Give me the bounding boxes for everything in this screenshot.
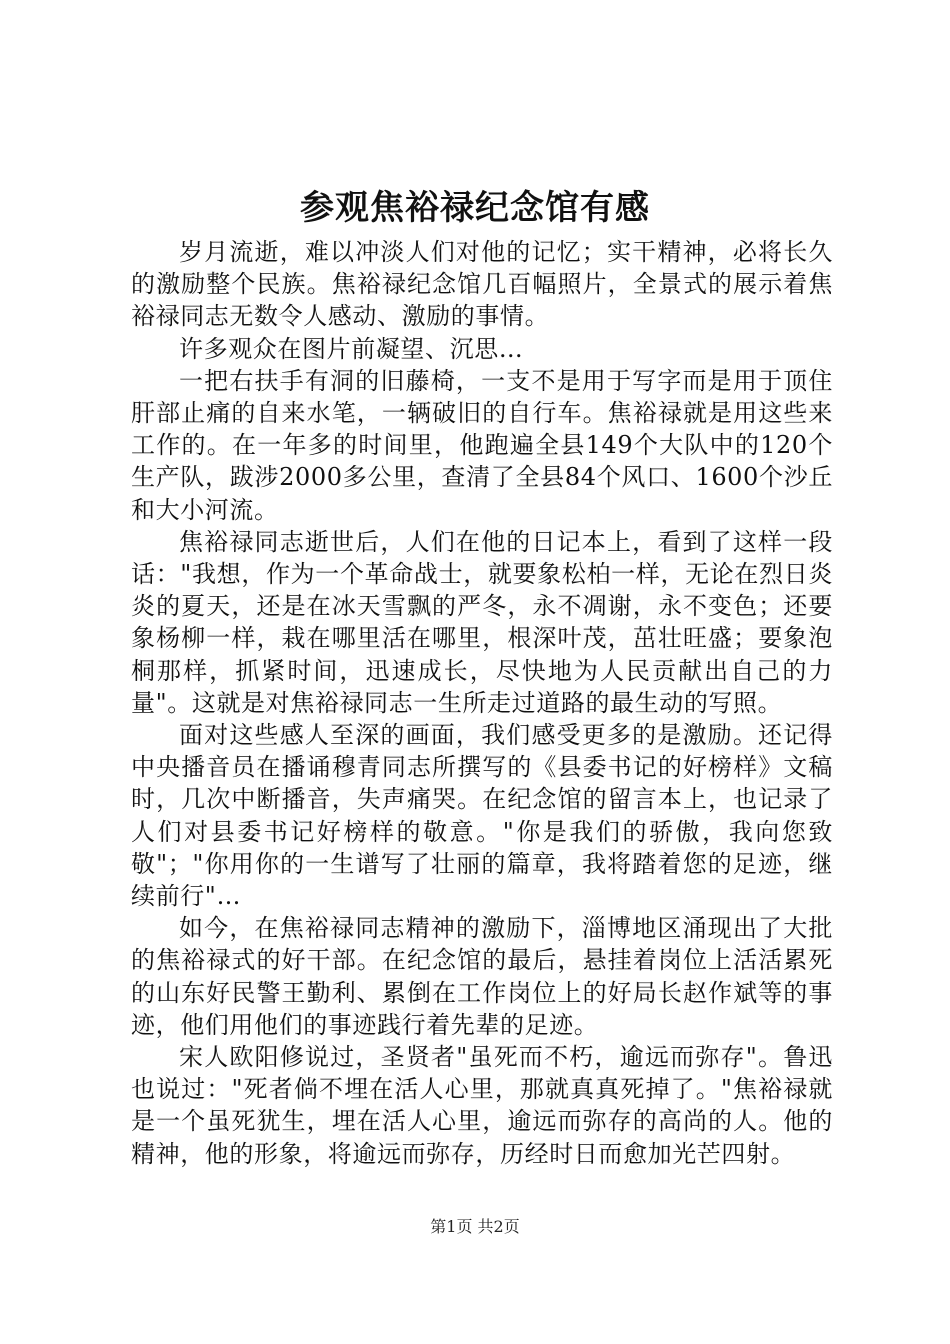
paragraph: 如今，在焦裕禄同志精神的激励下，淄博地区涌现出了大批的焦裕禄式的好干部。在纪念馆的最后，悬挂着岗位上活活累死的山东好民警王勤利、累倒在工作岗位上的好局长赵作斌等的事迹，他们用他们的事迹践行着先辈的足迹。 bbox=[131, 914, 833, 1039]
paragraph: 宋人欧阳修说过，圣贤者"虽死而不朽，逾远而弥存"。鲁迅也说过："死者倘不埋在活人心里，那就真真死掉了。"焦裕禄就是一个虽死犹生，埋在活人心里，逾远而弥存的高尚的人。他的精神，他的形象，将逾远而弥存，历经时日而愈加光芒四射。 bbox=[131, 1043, 833, 1168]
paragraph: 许多观众在图片前凝望、沉思… bbox=[179, 334, 524, 363]
paragraph: 岁月流逝，难以冲淡人们对他的记忆；实干精神，必将长久的激励整个民族。焦裕禄纪念馆几百幅照片，全景式的展示着焦裕禄同志无数令人感动、激励的事情。 bbox=[131, 238, 833, 331]
paragraph: 一把右扶手有洞的旧藤椅，一支不是用于写字而是用于顶住肝部止痛的自来水笔，一辆破旧的自行车。焦裕禄就是用这些来工作的。在一年多的时间里，他跑遍全县149个大队中的120个生产队，跋涉2000多公里，查清了全县84个风口、1600个沙丘和大小河流。 bbox=[131, 366, 833, 524]
document-body bbox=[131, 236, 833, 1170]
page-footer: 第1页 共2页 bbox=[430, 1217, 520, 1236]
document-title: 参观焦裕禄纪念馆有感 bbox=[300, 188, 650, 228]
paragraph: 面对这些感人至深的画面，我们感受更多的是激励。还记得中央播音员在播诵穆青同志所撰写的《县委书记的好榜样》文稿时，几次中断播音，失声痛哭。在纪念馆的留言本上，也记录了人们对县委书记好榜样的敬意。"你是我们的骄傲，我向您致敬"；"你用你的一生谱写了壮丽的篇章，我将踏着您的足迹，继续前行"… bbox=[131, 721, 833, 911]
paragraph: 焦裕禄同志逝世后，人们在他的日记本上，看到了这样一段话："我想，作为一个革命战士，就要象松柏一样，无论在烈日炎炎的夏天，还是在冰天雪飘的严冬，永不凋谢，永不变色；还要象杨柳一样，栽在哪里活在哪里，根深叶茂，茁壮旺盛；要象泡桐那样，抓紧时间，迅速成长，尽快地为人民贡献出自己的力量"。这就是对焦裕禄同志一生所走过道路的最生动的写照。 bbox=[131, 527, 833, 717]
